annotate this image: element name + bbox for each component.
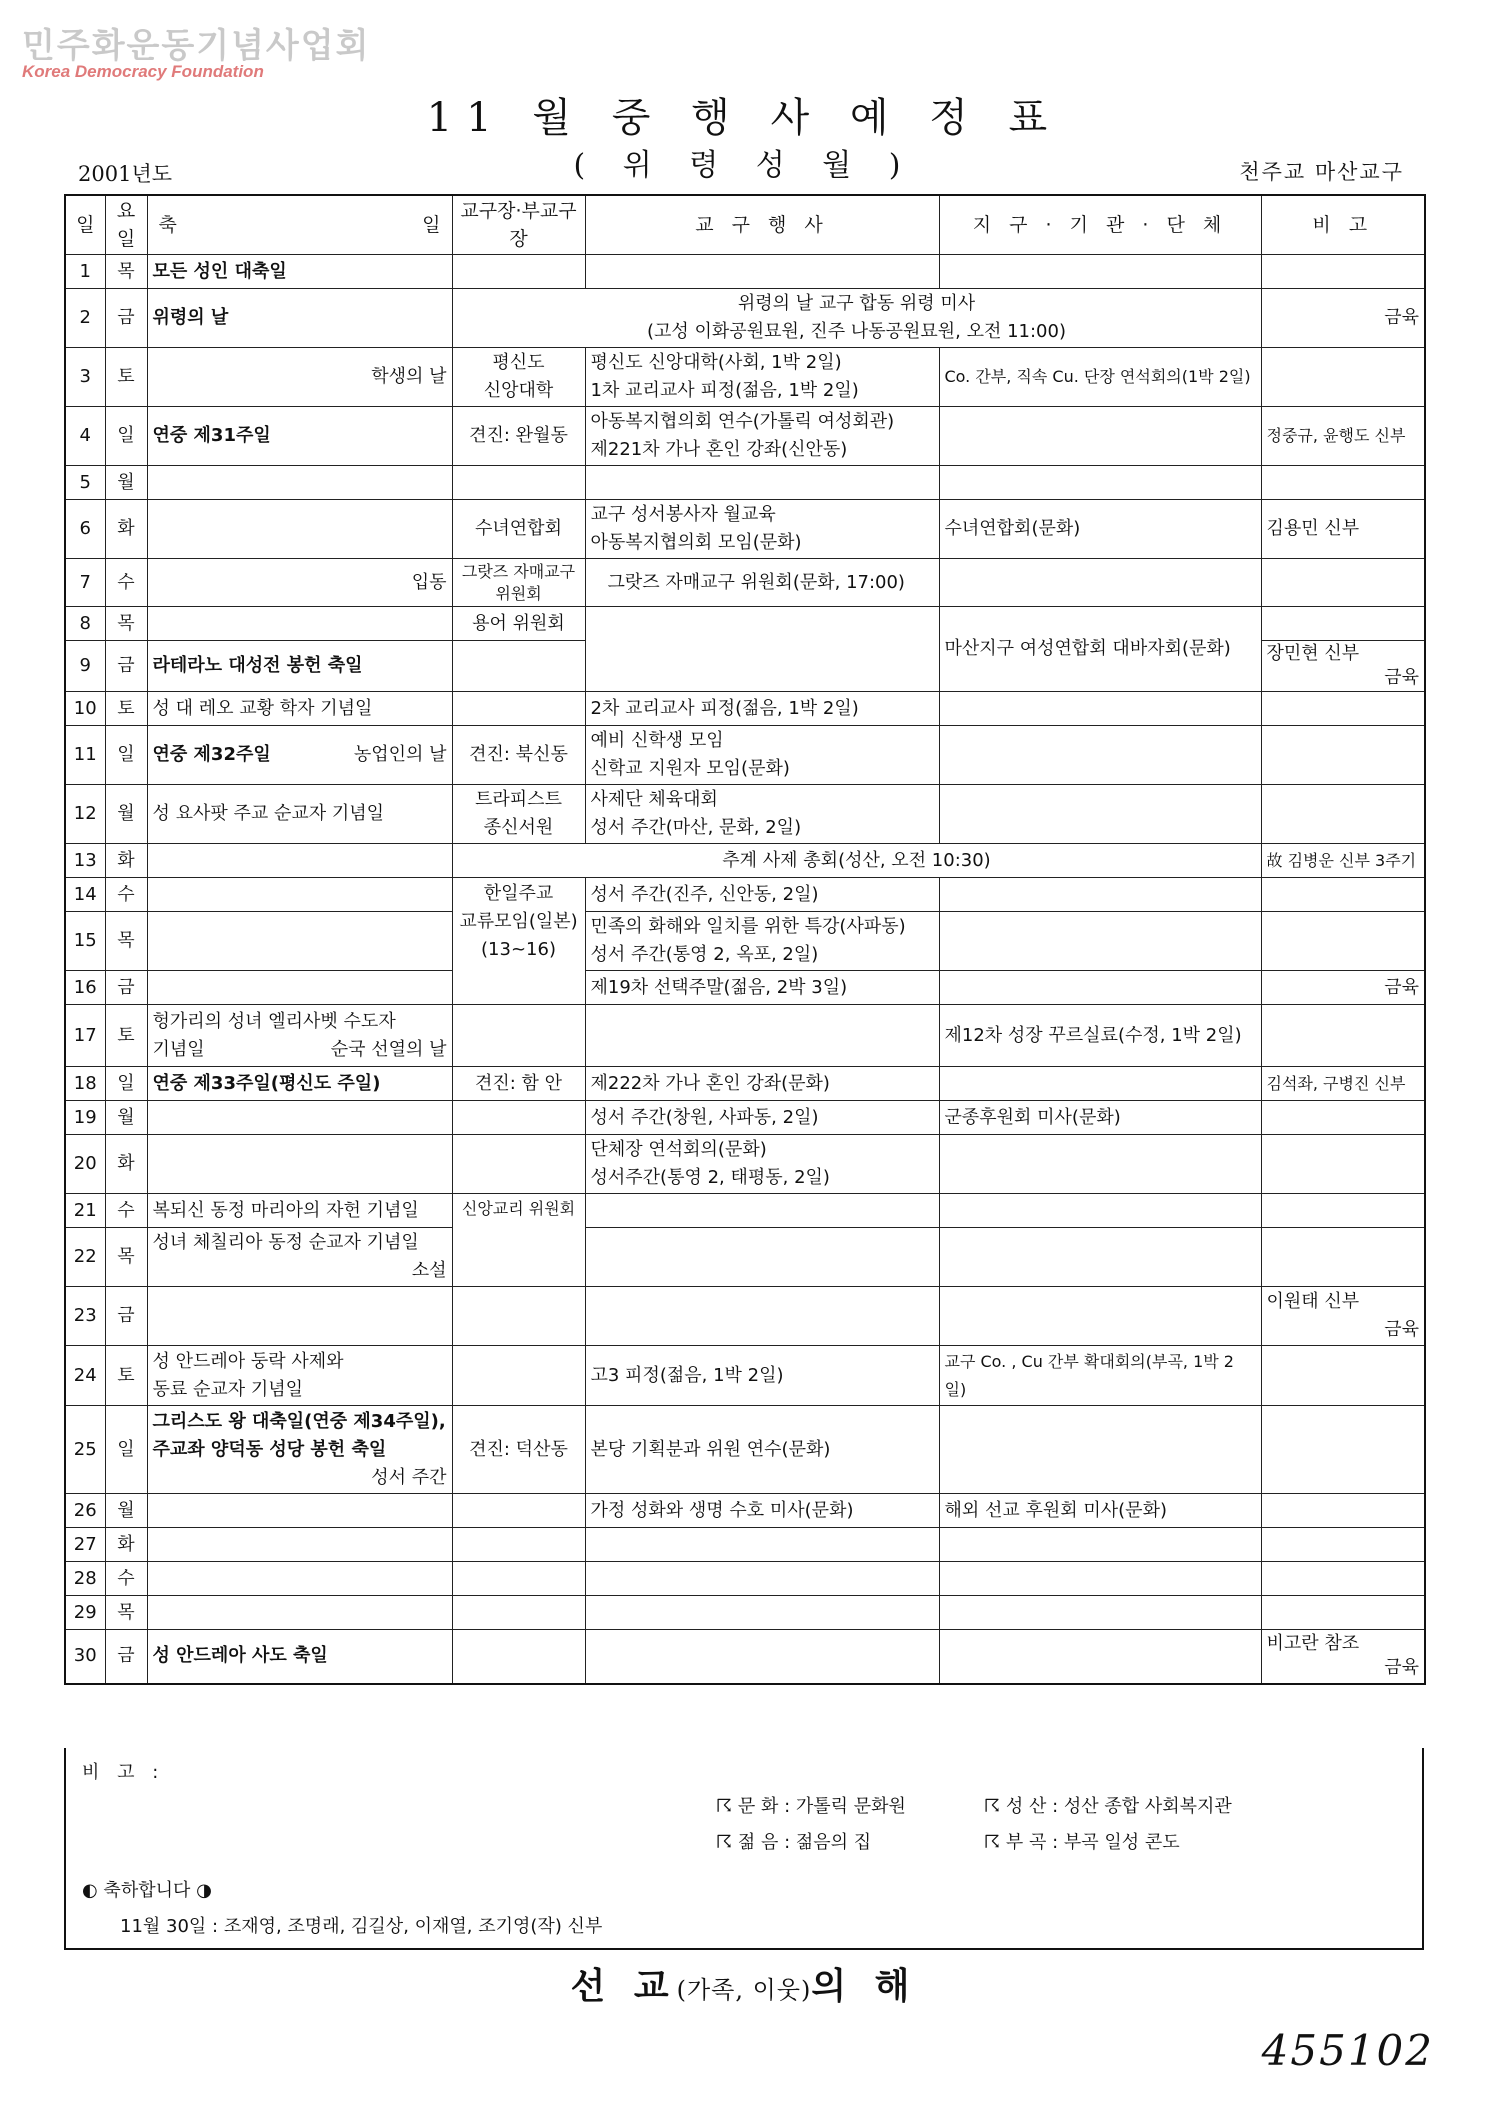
table-row xyxy=(65,1406,1425,1494)
diocese-event-cell: 2차 교리교사 피정(젊음, 1박 2일) xyxy=(585,692,939,726)
table-row xyxy=(65,1528,1425,1562)
weekday-cell: 목 xyxy=(105,607,147,641)
org-cell: 해외 선교 후원회 미사(문화) xyxy=(939,1494,1261,1528)
weekday-cell: 화 xyxy=(105,844,147,878)
col-feast-right: 일 xyxy=(422,214,441,236)
weekday-cell: 목 xyxy=(105,255,147,289)
weekday-cell: 금 xyxy=(105,1287,147,1346)
org-label: 천주교 마산교구 xyxy=(1239,160,1404,184)
bishop-cell xyxy=(452,348,585,407)
table-row xyxy=(65,971,1425,1005)
weekday-cell: 토 xyxy=(105,1346,147,1406)
bishop-line: 위원회 xyxy=(495,583,542,603)
remark-line: 금육 xyxy=(1384,667,1419,688)
weekday-cell: 목 xyxy=(105,1596,147,1630)
col-day: 일 xyxy=(65,195,105,255)
event-line: 예비 신학생 모임 xyxy=(590,730,724,751)
table-row xyxy=(65,1287,1425,1346)
weekday-cell: 금 xyxy=(105,1630,147,1684)
remark-cell xyxy=(1261,641,1425,692)
day-cell: 29 xyxy=(65,1596,105,1630)
feast-line: 기념일 xyxy=(152,1038,205,1060)
day-cell: 13 xyxy=(65,844,105,878)
weekday-cell: 금 xyxy=(105,971,147,1005)
day-cell: 18 xyxy=(65,1067,105,1101)
table-row xyxy=(65,1346,1425,1406)
header-row xyxy=(65,195,1425,255)
feast-cell xyxy=(147,1346,452,1406)
bishop-line: 한일주교 xyxy=(483,883,554,904)
day-cell: 8 xyxy=(65,607,105,641)
bishop-cell xyxy=(452,559,585,607)
weekday-cell: 수 xyxy=(105,878,147,912)
remark-cell xyxy=(1261,1287,1425,1346)
org-cell: 마산지구 여성연합회 대바자회(문화) xyxy=(939,607,1261,692)
feast-cell: 성 대 레오 교황 학자 기념일 xyxy=(147,692,452,726)
legend-bugok: ☈ 부 곡 : 부곡 일성 콘도 xyxy=(984,1832,1180,1853)
bishop-line: 평신도 xyxy=(492,352,545,373)
schedule-table xyxy=(64,194,1426,1685)
event-line: 아동복지협의회 연수(가톨릭 여성회관) xyxy=(590,411,895,432)
weekday-cell: 수 xyxy=(105,1562,147,1596)
day-cell: 15 xyxy=(65,912,105,971)
table-row xyxy=(65,912,1425,971)
event-line: 성서주간(통영 2, 태평동, 2일) xyxy=(590,1167,830,1188)
day-cell: 3 xyxy=(65,348,105,407)
feast-cell: 위령의 날 xyxy=(147,289,452,348)
motto-pre: 선 교 xyxy=(570,1965,677,2007)
table-row xyxy=(65,1562,1425,1596)
event-line: 사제단 체육대회 xyxy=(590,789,718,810)
page-subtitle: ( 위 령 성 월 ) xyxy=(573,148,915,183)
col-bishop: 교구장·부교구장 xyxy=(452,195,585,255)
diocese-event-cell: 본당 기획분과 위원 연수(문화) xyxy=(585,1406,939,1494)
day-cell: 7 xyxy=(65,559,105,607)
weekday-cell: 목 xyxy=(105,1228,147,1287)
diocese-event-cell xyxy=(585,500,939,559)
feast-text: 연중 제32주일 xyxy=(152,744,271,765)
remark-cell: 정중규, 윤행도 신부 xyxy=(1261,407,1425,466)
event-line: 제221차 가나 혼인 강좌(신안동) xyxy=(590,439,848,460)
motto xyxy=(0,1958,1488,2009)
weekday-cell: 토 xyxy=(105,1005,147,1067)
diocese-event-cell xyxy=(585,726,939,785)
day-cell: 17 xyxy=(65,1005,105,1067)
bishop-line: 그랏즈 자매교구 xyxy=(461,561,576,581)
weekday-cell: 월 xyxy=(105,1494,147,1528)
remark-cell: 금육 xyxy=(1261,971,1425,1005)
feast-line: 성서 주간 xyxy=(371,1466,447,1488)
org-cell: 군종후원회 미사(문화) xyxy=(939,1101,1261,1135)
feast-line: 그리스도 왕 대축일(연중 제34주일), xyxy=(152,1410,446,1432)
table-row xyxy=(65,1005,1425,1067)
bishop-cell: 수녀연합회 xyxy=(452,500,585,559)
weekday-cell: 화 xyxy=(105,1528,147,1562)
event-line: 1차 교리교사 피정(젊음, 1박 2일) xyxy=(590,380,859,401)
remark-line: 금육 xyxy=(1384,1657,1419,1679)
event-line: 교구 성서봉사자 월교육 xyxy=(590,504,776,525)
table-row xyxy=(65,500,1425,559)
page-title: 11 월 중 행 사 예 정 표 xyxy=(426,95,1062,141)
day-cell: 24 xyxy=(65,1346,105,1406)
col-feast-left: 축 xyxy=(158,214,177,236)
table-row xyxy=(65,348,1425,407)
remark-line: 장민현 신부 xyxy=(1266,643,1360,664)
feast-cell: 라테라노 대성전 봉헌 축일 xyxy=(147,641,452,692)
table-row xyxy=(65,289,1425,348)
bishop-cell xyxy=(452,785,585,844)
day-cell: 25 xyxy=(65,1406,105,1494)
table-row xyxy=(65,1228,1425,1287)
feast-text: 농업인의 날 xyxy=(353,744,447,765)
feast-line: 헝가리의 성녀 엘리사벳 수도자 xyxy=(152,1010,396,1032)
col-feast xyxy=(147,195,452,255)
day-cell: 5 xyxy=(65,466,105,500)
diocese-event-cell xyxy=(585,912,939,971)
remark-cell xyxy=(1261,1630,1425,1684)
remark-line: 금육 xyxy=(1384,1319,1419,1340)
day-cell: 30 xyxy=(65,1630,105,1684)
bishop-cell: 견진: 완월동 xyxy=(452,407,585,466)
feast-line: 순국 선열의 날 xyxy=(330,1038,447,1060)
event-line: 위령의 날 교구 합동 위령 미사 xyxy=(737,293,976,314)
day-cell: 11 xyxy=(65,726,105,785)
motto-paren: (가족, 이웃) xyxy=(676,1976,812,2004)
day-cell: 2 xyxy=(65,289,105,348)
table-row xyxy=(65,1194,1425,1228)
event-line: 성서 주간(통영 2, 옥포, 2일) xyxy=(590,944,819,965)
event-line: 신학교 지원자 모임(문화) xyxy=(590,758,790,779)
table-row xyxy=(65,692,1425,726)
table-row xyxy=(65,607,1425,641)
diocese-event-cell: 그랏즈 자매교구 위원회(문화, 17:00) xyxy=(585,559,939,607)
day-cell: 14 xyxy=(65,878,105,912)
watermark-korean: 민주화운동기념사업회 xyxy=(22,26,371,66)
feast-cell: 학생의 날 xyxy=(147,348,452,407)
table-row xyxy=(65,726,1425,785)
day-cell: 19 xyxy=(65,1101,105,1135)
weekday-cell: 수 xyxy=(105,559,147,607)
col-remarks: 비 고 xyxy=(1261,195,1425,255)
diocese-event-cell xyxy=(585,348,939,407)
feast-cell: 연중 제33주일(평신도 주일) xyxy=(147,1067,452,1101)
weekday-cell: 금 xyxy=(105,289,147,348)
weekday-cell: 일 xyxy=(105,1406,147,1494)
weekday-cell: 토 xyxy=(105,348,147,407)
col-weekday: 요일 xyxy=(105,195,147,255)
feast-cell xyxy=(147,1406,452,1494)
motto-post: 의 해 xyxy=(811,1965,918,2007)
table-row xyxy=(65,785,1425,844)
event-line: 단체장 연석회의(문화) xyxy=(590,1139,767,1160)
col-district-orgs: 지 구 · 기 관 · 단 체 xyxy=(939,195,1261,255)
weekday-cell: 수 xyxy=(105,1194,147,1228)
weekday-cell: 화 xyxy=(105,500,147,559)
bishop-line: 트라피스트 xyxy=(475,789,562,810)
feast-line: 성 안드레아 둥락 사제와 xyxy=(152,1350,344,1372)
bishop-cell: 견진: 덕산동 xyxy=(452,1406,585,1494)
day-cell: 28 xyxy=(65,1562,105,1596)
feast-cell: 모든 성인 대축일 xyxy=(147,255,452,289)
notes-label: 비 고 : xyxy=(82,1762,165,1783)
table-row xyxy=(65,1135,1425,1194)
diocese-event-cell: 성서 주간(진주, 신안동, 2일) xyxy=(585,878,939,912)
bishop-cell: 신앙교리 위원회 xyxy=(452,1194,585,1287)
bishop-line: (13~16) xyxy=(481,939,556,960)
day-cell: 1 xyxy=(65,255,105,289)
congrats-line: 11월 30일 : 조재영, 조명래, 김길상, 이재열, 조기영(작) 신부 xyxy=(120,1916,603,1937)
legend-culture: ☈ 문 화 : 가톨릭 문화원 xyxy=(716,1796,906,1817)
day-cell: 26 xyxy=(65,1494,105,1528)
handwritten-number: 455102 xyxy=(1261,2026,1434,2075)
watermark-english: Korea Democracy Foundation xyxy=(22,62,264,81)
feast-line: 성녀 체칠리아 동정 순교자 기념일 xyxy=(152,1232,419,1253)
remark-cell: 故 김병운 신부 3주기 xyxy=(1261,844,1425,878)
notes-section xyxy=(64,1748,1424,1950)
event-line: 아동복지협의회 모임(문화) xyxy=(590,532,802,553)
bishop-line: 교류모임(일본) xyxy=(459,911,578,932)
weekday-cell: 목 xyxy=(105,912,147,971)
org-cell: 제12차 성장 꾸르실료(수정, 1박 2일) xyxy=(939,1005,1261,1067)
table-row xyxy=(65,1101,1425,1135)
bishop-line: 종신서원 xyxy=(483,817,554,838)
diocese-event-cell xyxy=(585,407,939,466)
remark-line: 이원태 신부 xyxy=(1266,1291,1360,1312)
table-row xyxy=(65,466,1425,500)
col-diocese-events: 교 구 행 사 xyxy=(585,195,939,255)
congrats-heading: ◐ 축하합니다 ◑ xyxy=(82,1880,212,1901)
event-line: (고성 이화공원묘원, 진주 나동공원묘원, 오전 11:00) xyxy=(647,321,1066,342)
day-cell: 16 xyxy=(65,971,105,1005)
diocese-event-cell xyxy=(585,1135,939,1194)
legend-seongsan: ☈ 성 산 : 성산 종합 사회복지관 xyxy=(984,1796,1232,1817)
diocese-event-cell: 고3 피정(젊음, 1박 2일) xyxy=(585,1346,939,1406)
table-row xyxy=(65,255,1425,289)
feast-line: 동료 순교자 기념일 xyxy=(152,1378,304,1400)
weekday-cell: 토 xyxy=(105,692,147,726)
feast-cell: 성 안드레아 사도 축일 xyxy=(147,1630,452,1684)
event-line: 민족의 화해와 일치를 위한 특강(사파동) xyxy=(590,916,906,937)
table-row xyxy=(65,844,1425,878)
day-cell: 10 xyxy=(65,692,105,726)
feast-cell xyxy=(147,1005,452,1067)
org-cell: Co. 간부, 직속 Cu. 단장 연석회의(1박 2일) xyxy=(939,348,1261,407)
day-cell: 12 xyxy=(65,785,105,844)
bishop-cell: 견진: 북신동 xyxy=(452,726,585,785)
table-row xyxy=(65,1067,1425,1101)
feast-cell: 복되신 동정 마리아의 자헌 기념일 xyxy=(147,1194,452,1228)
table-row xyxy=(65,1596,1425,1630)
legend-youth: ☈ 젊 음 : 젊음의 집 xyxy=(716,1832,872,1853)
weekday-cell: 월 xyxy=(105,1101,147,1135)
remark-cell: 금육 xyxy=(1261,289,1425,348)
remark-cell: 김석좌, 구병진 신부 xyxy=(1261,1067,1425,1101)
remark-line: 비고란 참조 xyxy=(1266,1633,1360,1655)
feast-cell: 입동 xyxy=(147,559,452,607)
feast-cell: 연중 제31주일 xyxy=(147,407,452,466)
spanning-event-cell xyxy=(452,289,1261,348)
table-row xyxy=(65,559,1425,607)
day-cell: 9 xyxy=(65,641,105,692)
feast-cell xyxy=(147,726,452,785)
day-cell: 20 xyxy=(65,1135,105,1194)
day-cell: 21 xyxy=(65,1194,105,1228)
spanning-event-cell: 추계 사제 총회(성산, 오전 10:30) xyxy=(452,844,1261,878)
table-row xyxy=(65,407,1425,466)
day-cell: 27 xyxy=(65,1528,105,1562)
weekday-cell: 일 xyxy=(105,726,147,785)
day-cell: 6 xyxy=(65,500,105,559)
day-cell: 23 xyxy=(65,1287,105,1346)
day-cell: 22 xyxy=(65,1228,105,1287)
remark-cell: 김용민 신부 xyxy=(1261,500,1425,559)
year-label: 2001년도 xyxy=(78,162,173,186)
table-row xyxy=(65,1494,1425,1528)
diocese-event-cell: 제19차 선택주말(젊음, 2박 3일) xyxy=(585,971,939,1005)
feast-line: 주교좌 양덕동 성당 봉헌 축일 xyxy=(152,1438,387,1460)
weekday-cell: 금 xyxy=(105,641,147,692)
weekday-cell: 월 xyxy=(105,466,147,500)
bishop-line: 신앙대학 xyxy=(483,380,554,401)
bishop-cell xyxy=(452,878,585,1005)
weekday-cell: 월 xyxy=(105,785,147,844)
diocese-event-cell xyxy=(585,785,939,844)
event-line: 평신도 신앙대학(사회, 1박 2일) xyxy=(590,352,842,373)
event-line: 성서 주간(마산, 문화, 2일) xyxy=(590,817,802,838)
weekday-cell: 일 xyxy=(105,407,147,466)
diocese-event-cell: 가정 성화와 생명 수호 미사(문화) xyxy=(585,1494,939,1528)
bishop-cell: 용어 위원회 xyxy=(452,607,585,641)
table-row xyxy=(65,878,1425,912)
diocese-event-cell: 제222차 가나 혼인 강좌(문화) xyxy=(585,1067,939,1101)
weekday-cell: 일 xyxy=(105,1067,147,1101)
feast-cell xyxy=(147,1228,452,1287)
org-cell: 수녀연합회(문화) xyxy=(939,500,1261,559)
diocese-event-cell: 성서 주간(창원, 사파동, 2일) xyxy=(585,1101,939,1135)
weekday-cell: 화 xyxy=(105,1135,147,1194)
bishop-cell: 견진: 함 안 xyxy=(452,1067,585,1101)
day-cell: 4 xyxy=(65,407,105,466)
feast-line: 소설 xyxy=(411,1260,447,1281)
feast-cell: 성 요사팟 주교 순교자 기념일 xyxy=(147,785,452,844)
org-cell: 교구 Co. , Cu 간부 확대회의(부곡, 1박 2일) xyxy=(939,1346,1261,1406)
table-row xyxy=(65,1630,1425,1684)
